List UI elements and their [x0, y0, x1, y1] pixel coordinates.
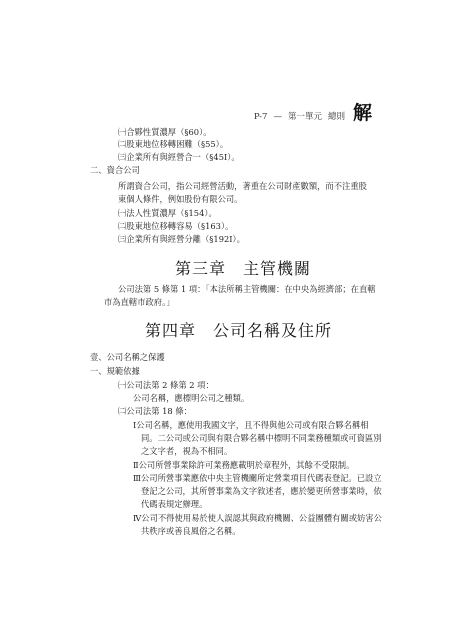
paragraph-line: 公司名稱，應標明公司之種類。: [133, 393, 250, 403]
chapter-title: 第四章 公司名稱及住所: [145, 321, 333, 340]
header-big-char: 解: [352, 102, 372, 124]
article-line: 同。二公司或公司與有限合夥名稱中標明不同業務種類或可資區別: [141, 433, 382, 443]
chapter-title: 第三章 主管機關: [175, 259, 312, 278]
list-item: ㈡股東地位移轉困難（§55）。: [118, 139, 229, 149]
article-line: Ⅰ公司名稱，應使用我國文字，且不得與他公司或有限合夥名稱相: [133, 420, 369, 430]
article-line: 登記之公司，其所營事業為文字敘述者，應於變更所營事業時，依: [141, 486, 382, 496]
list-item: ㈡股東地位移轉容易（§163）。: [118, 221, 234, 231]
list-item: ㈢企業所有與經營合一（§45Ⅰ）。: [118, 152, 240, 162]
subsection-heading: 一、規範依據: [90, 366, 140, 376]
list-item: ㈠合夥性質濃厚（§60）。: [118, 127, 212, 137]
running-header: [254, 98, 372, 125]
list-item: ㈠公司法第 2 條第 2 項：: [118, 380, 214, 390]
page-number: P-7: [253, 112, 268, 122]
article-line: 代碼表規定辦理。: [141, 499, 208, 509]
article-line: Ⅲ公司所營事業應依中央主管機關所定營業項目代碼表登記。已設立: [133, 473, 382, 483]
article-line: Ⅱ公司所營事業除許可業務應載明於章程外，其餘不受限制。: [133, 460, 355, 470]
list-item: ㈢企業所有與經營分離（§192Ⅰ）。: [118, 234, 245, 244]
header-unit: 第一單元: [287, 112, 322, 122]
header-subject: 總則: [327, 112, 345, 122]
section-heading: 壹、公司名稱之保護: [90, 352, 165, 362]
paragraph-line: 市為直轄市政府。」: [104, 297, 175, 307]
paragraph-line: 東個人條件，例如股份有限公司。: [118, 194, 243, 204]
article-line: Ⅳ公司不得使用易於使人誤認其與政府機關、公益團體有關或妨害公: [133, 513, 382, 523]
section-heading: 二、資合公司: [90, 165, 140, 175]
list-item: ㈠法人性質濃厚（§154）。: [118, 208, 217, 218]
paragraph-line: 所謂資合公司，指公司經營活動，著重在公司財產數額，而不注重股: [118, 181, 367, 191]
article-line: 共秩序或善良風俗之名稱。: [141, 526, 241, 536]
list-item: ㈡公司法第 18 條：: [118, 406, 192, 416]
article-line: 之文字者，視為不相同。: [141, 446, 233, 456]
paragraph-line: 公司法第 5 條第 1 項：「本法所稱主管機關：在中央為經濟部；在直轄: [118, 284, 376, 294]
header-dash: —: [273, 112, 282, 122]
